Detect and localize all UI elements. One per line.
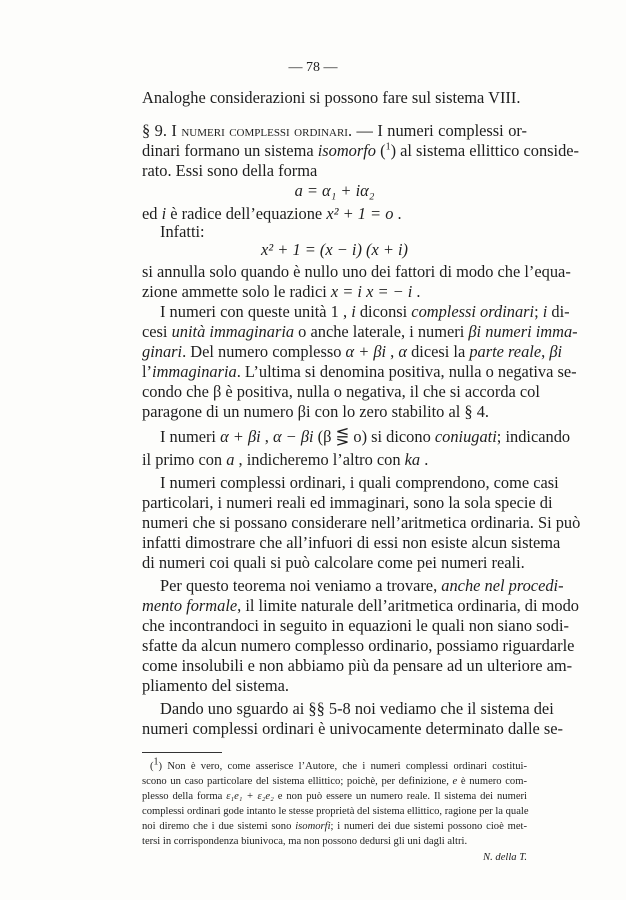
page-number: — 78 — (288, 60, 338, 75)
math: a (226, 450, 235, 469)
math: x = i x = − i (330, 282, 413, 301)
text-line (142, 141, 579, 161)
text-line (142, 493, 553, 513)
text-line (160, 302, 570, 322)
text-segment: tersi in corrispondenza biunivoca, ma non possono dedursi gli uni dagli altri. (142, 836, 468, 847)
section-heading-line (142, 121, 527, 141)
text-segment: particolari, i numeri reali ed immaginari, sono la sola specie di (142, 493, 553, 512)
term: coniugati (434, 427, 497, 446)
text-segment: Per questo teorema noi veniamo a trovare, (160, 576, 442, 595)
text-segment: ( (150, 761, 154, 772)
text-line (142, 616, 569, 636)
footnote-line (142, 820, 527, 835)
footnote-line (142, 805, 527, 820)
text-segment: (β ⋚ o) si dicono (313, 427, 435, 446)
footnote-line (142, 835, 527, 850)
text-segment: infatti dimostrare che all’infuori di essi non esiste alcun sistema (142, 533, 561, 552)
text-line (142, 161, 527, 181)
term: unità immaginaria (171, 322, 295, 341)
term: ginari (142, 342, 183, 361)
term: βi numeri imma- (468, 322, 578, 341)
text-segment: noi diremo che i due sistemi sono (142, 821, 296, 832)
text-line (142, 596, 579, 616)
text-segment: Dando uno sguardo ai §§ 5-8 noi vediamo che il sistema dei (160, 699, 554, 718)
text-segment: . (412, 282, 421, 301)
term: parte reale (469, 342, 542, 361)
math: α + βi (345, 342, 387, 361)
text-segment: . Del numero complesso (182, 342, 346, 361)
footnote-ref: 1 (385, 141, 391, 153)
text-line (142, 362, 577, 382)
text-segment: . (420, 450, 429, 469)
emphasis: isomorfo (317, 141, 376, 160)
footnote-line (150, 756, 527, 775)
text-line (142, 322, 578, 342)
text-line (142, 636, 575, 656)
text-segment: , (541, 342, 550, 361)
text-segment: ; (534, 302, 543, 321)
math: x² + 1 = o (326, 204, 394, 223)
text-segment: complessi ordinari gode intanto le stesse proprietà del sistema ellittico, ragione per la quale (142, 806, 529, 817)
text-segment: scono un caso particolare del sistema ellittico; poichè, per definizione, (142, 776, 453, 787)
text-segment: di numeri coi quali si può calcolare come pei numeri reali. (142, 553, 525, 572)
text-segment: ed (142, 204, 162, 223)
text-line (142, 553, 527, 573)
text-line (142, 533, 561, 553)
math: α − βi (272, 427, 314, 446)
text-segment: il primo con (142, 450, 227, 469)
text-segment: che incontrandoci in seguito in equazioni le quali non siano sodi- (142, 616, 569, 635)
text-segment: plesso della forma (142, 791, 227, 802)
text-line (160, 222, 545, 242)
text-segment: pliamento del sistema. (142, 676, 290, 695)
text-line (160, 576, 564, 596)
text-segment: ) al sistema ellittico conside- (390, 141, 579, 160)
section-number: § 9. I (142, 121, 182, 140)
footnote-marker: 1 (153, 756, 159, 768)
text-segment: l’ (142, 362, 153, 381)
text-line (160, 473, 559, 493)
text-segment: numeri complessi ordinari è univocamente determinato dalle se- (142, 719, 564, 738)
math: ε₁e₁ + ε₂e₂ (226, 791, 274, 802)
text-segment: . — I numeri complessi or- (347, 121, 527, 140)
text-line (142, 450, 527, 470)
text-segment: Analoghe considerazioni si possono fare sul sistema VIII. (142, 88, 521, 107)
text-segment: , il limite naturale dell’aritmetica ordinaria, di modo (237, 596, 579, 615)
term: complessi ordinari (411, 302, 535, 321)
text-segment: , (260, 427, 273, 446)
equation: x² + 1 = (x − i) (x + i) (261, 240, 408, 259)
text-line (142, 88, 527, 108)
text-segment: si annulla solo quando è nullo uno dei fattori di modo che l’equa- (142, 262, 571, 281)
text-segment: ) Non è vero, come asserisce l’Autore, che i numeri complessi ordinari costitui- (158, 761, 527, 772)
text-segment: . (393, 204, 402, 223)
text-segment: sfatte da alcun numero complesso ordinario, possiamo riguardarle (142, 636, 575, 655)
text-segment: ; indicando (496, 427, 571, 446)
footnote-divider (142, 752, 222, 753)
text-segment: ; i numeri dei due sistemi possono cioè met- (330, 821, 527, 832)
math: ka (404, 450, 421, 469)
text-line (160, 699, 554, 719)
text-segment: I numeri con queste unità 1 , (160, 302, 352, 321)
text-segment: di- (547, 302, 570, 321)
text-line (142, 204, 527, 224)
text-segment: , (386, 342, 399, 361)
text-segment: diconsi (355, 302, 412, 321)
text-segment: I numeri (160, 427, 221, 446)
text-line (142, 656, 573, 676)
text-line (142, 262, 571, 282)
text-segment: è radice dell’equazione (166, 204, 327, 223)
math: βi (549, 342, 563, 361)
text-segment: numeri che si possano considerare nell’aritmetica ordinaria. Si può (142, 513, 581, 532)
math: e (452, 776, 458, 787)
math: α + βi (220, 427, 261, 446)
text-segment: ( (376, 141, 386, 160)
math: i (542, 302, 548, 321)
text-segment: dicesi la (406, 342, 470, 361)
text-segment: . L’ultima si denomina positiva, nulla o negativa se- (236, 362, 577, 381)
translator-signature: N. della T. (483, 852, 527, 863)
text-line (160, 427, 571, 447)
text-segment: zione ammette solo le radici (142, 282, 331, 301)
text-segment: o anche laterale, i numeri (294, 322, 469, 341)
emphasis: isomorfi (295, 821, 331, 832)
text-segment: dinari formano un sistema (142, 141, 318, 160)
math: i (161, 204, 167, 223)
text-segment: I numeri complessi ordinari, i quali comprendono, come casi (160, 473, 559, 492)
text-segment: Infatti: (160, 222, 205, 241)
text-segment: come insolubili e non abbiamo più da pensare ad un ulteriore am- (142, 656, 573, 675)
text-segment: , indicheremo l’altro con (234, 450, 405, 469)
text-segment: condo che β è positiva, nulla o negativa, il che si accorda col (142, 382, 540, 401)
math: α (398, 342, 407, 361)
math: i (351, 302, 356, 321)
text-segment: è numero com- (457, 776, 527, 787)
text-line (142, 402, 527, 422)
section-title: numeri complessi ordinari (181, 121, 348, 140)
footnote-line (142, 775, 527, 790)
footnote-line (142, 790, 527, 805)
emphasis: mento formale (142, 596, 238, 615)
text-segment: e non può essere un numero reale. Il sistema dei numeri (273, 791, 528, 802)
term: immaginaria (152, 362, 237, 381)
text-segment: rato. Essi sono della forma (142, 161, 318, 180)
text-line (142, 282, 527, 302)
text-segment: cesi (142, 322, 172, 341)
text-line (142, 676, 527, 696)
text-line (142, 719, 564, 739)
text-line (142, 342, 563, 362)
text-line (142, 513, 581, 533)
emphasis: anche nel procedi- (441, 576, 564, 595)
equation: a = α₁ + iα₂ (294, 181, 375, 200)
text-segment: paragone di un numero βi con lo zero stabilito al § 4. (142, 402, 489, 421)
text-line (142, 382, 540, 402)
